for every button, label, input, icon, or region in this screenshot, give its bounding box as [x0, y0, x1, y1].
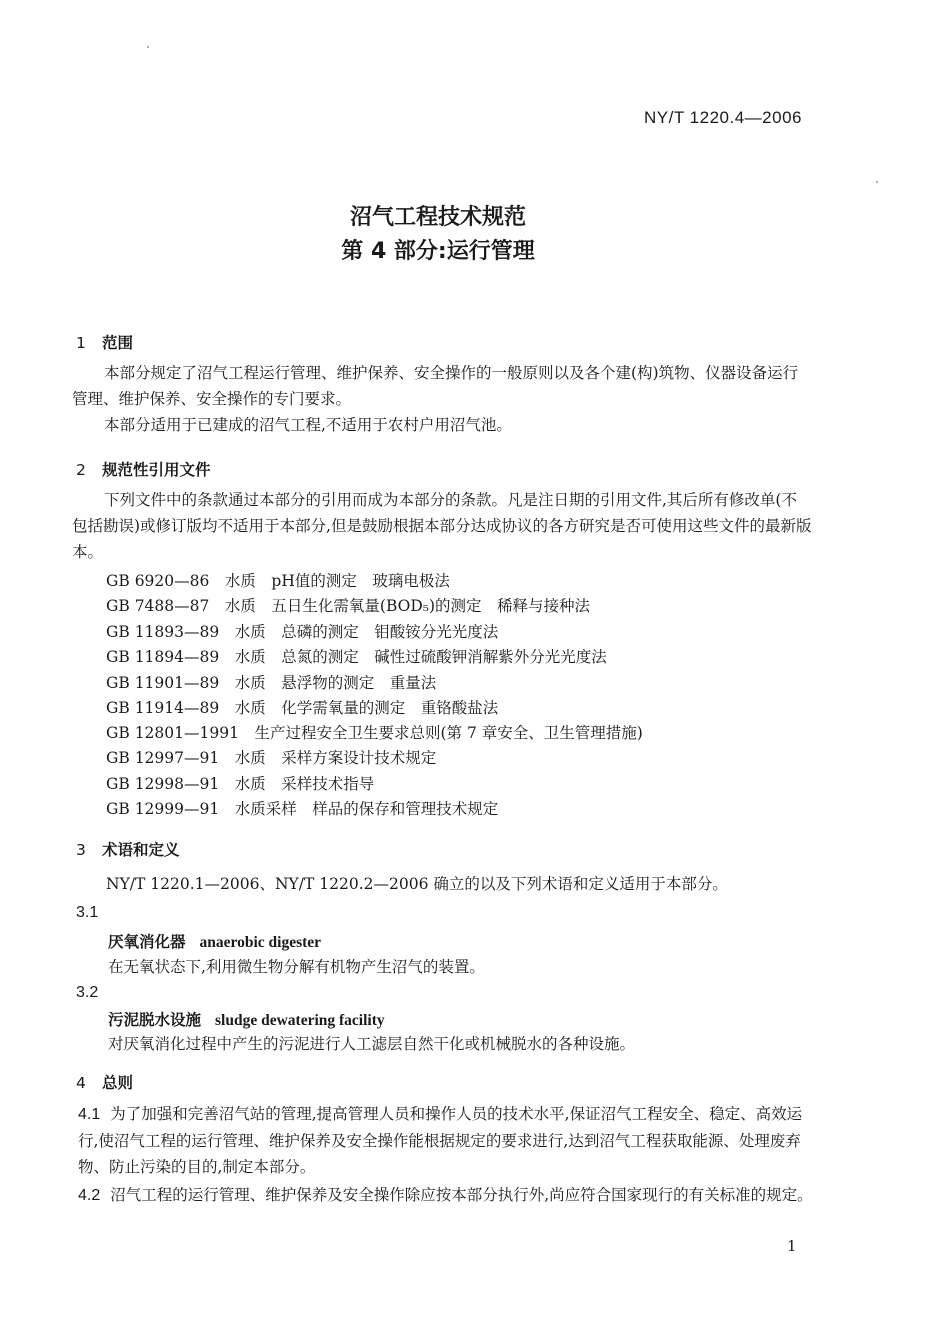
reference-title: 水质 pH值的测定 玻璃电极法	[224, 572, 450, 590]
reference-title: 水质 悬浮物的测定 重量法	[234, 674, 437, 692]
reference-title: 水质 化学需氧量的测定 重铬酸盐法	[234, 699, 499, 717]
section-number: 1	[76, 334, 86, 352]
reference-title: 水质 五日生化需氧量(BOD₅)的测定 稀释与接种法	[224, 597, 591, 615]
reference-item	[106, 797, 498, 819]
reference-item	[106, 746, 436, 768]
section-title: 总则	[102, 1074, 134, 1092]
section-number: 2	[76, 461, 86, 479]
clause-number: 4.2	[78, 1187, 101, 1204]
reference-item	[106, 696, 498, 718]
paragraph: 本部分适用于已建成的沼气工程,不适用于农村户用沼气池。	[104, 416, 512, 434]
clause-text: 为了加强和完善沼气站的管理,提高管理人员和操作人员的技术水平,保证沼气工程安全、稳定、高效运行,使沼气工程的运行管理、维护保养及安全操作能根据规定的要求进行,达到沼气工程获取能源、处理废弃物、防止污染的目的,制定本部分。	[78, 1105, 803, 1176]
reference-code: GB 12999—91	[106, 800, 220, 818]
page-number: 1	[787, 1237, 797, 1255]
reference-code: GB 7488—87	[106, 597, 210, 615]
term-zh: 污泥脱水设施	[108, 1011, 202, 1029]
reference-item	[106, 620, 498, 642]
paragraph: 下列文件中的条款通过本部分的引用而成为本部分的条款。凡是注日期的引用文件,其后所有修改单(不包括勘误)或修订版均不适用于本部分,但是鼓励根据本部分达成协议的各方研究是否可使用这些文件的最新版本。	[72, 491, 812, 561]
section-number: 3	[76, 841, 86, 859]
section-title: 范围	[102, 334, 134, 352]
document-code: NY/T 1220.4—2006	[644, 108, 802, 127]
term-heading	[108, 930, 321, 952]
term-heading	[108, 1008, 385, 1030]
document-subtitle: 第 4 部分:运行管理	[341, 239, 535, 264]
reference-title: 水质 总磷的测定 钼酸铵分光光度法	[234, 623, 499, 641]
term-definition: 对厌氧消化过程中产生的污泥进行人工滤层自然干化或机械脱水的各种设施。	[108, 1035, 636, 1053]
reference-title: 水质采样 样品的保存和管理技术规定	[234, 800, 499, 818]
reference-code: GB 11914—89	[106, 699, 220, 717]
reference-item	[106, 772, 374, 794]
reference-code: GB 12998—91	[106, 775, 220, 793]
reference-item	[106, 569, 450, 591]
section-title: 规范性引用文件	[102, 461, 211, 479]
section-heading-2	[76, 458, 211, 480]
scan-speck	[876, 181, 878, 183]
reference-item	[106, 721, 643, 743]
reference-code: GB 11894—89	[106, 648, 220, 666]
reference-title: 水质 采样方案设计技术规定	[234, 749, 437, 767]
term-number: 3.1	[76, 904, 99, 921]
reference-code: GB 6920—86	[106, 572, 210, 590]
clause-number: 4.1	[78, 1106, 101, 1123]
document-title: 沼气工程技术规范	[349, 205, 526, 230]
clause	[78, 1182, 814, 1209]
term-number: 3.2	[76, 984, 99, 1001]
reference-title: 水质 总氮的测定 碱性过硫酸钾消解紫外分光光度法	[234, 648, 607, 666]
reference-item	[106, 671, 436, 693]
paragraph: NY/T 1220.1—2006、NY/T 1220.2—2006 确立的以及下列术语和定义适用于本部分。	[106, 875, 728, 893]
reference-code: GB 12997—91	[106, 749, 220, 767]
reference-code: GB 11901—89	[106, 674, 220, 692]
paragraph: 本部分规定了沼气工程运行管理、维护保养、安全操作的一般原则以及各个建(构)筑物、仪器设备运行管理、维护保养、安全操作的专门要求。	[72, 364, 799, 408]
term-definition: 在无氧状态下,利用微生物分解有机物产生沼气的装置。	[108, 958, 485, 976]
term-en: anaerobic digester	[199, 934, 322, 951]
term-zh: 厌氧消化器	[108, 933, 186, 951]
clause-text: 沼气工程的运行管理、维护保养及安全操作除应按本部分执行外,尚应符合国家现行的有关标准的规定。	[110, 1186, 813, 1204]
reference-item	[106, 645, 607, 667]
term-en: sludge dewatering facility	[215, 1012, 385, 1029]
reference-title: 生产过程安全卫生要求总则(第 7 章安全、卫生管理措施)	[254, 724, 643, 742]
reference-code: GB 12801—1991	[106, 724, 239, 742]
reference-item	[106, 594, 590, 616]
section-title: 术语和定义	[102, 841, 180, 859]
section-heading-4	[76, 1071, 133, 1093]
scan-speck	[147, 46, 149, 48]
section-number: 4	[76, 1074, 86, 1092]
section-heading-3	[76, 838, 180, 860]
section-heading-1	[76, 331, 133, 353]
clause	[78, 1101, 814, 1180]
reference-title: 水质 采样技术指导	[234, 775, 375, 793]
reference-code: GB 11893—89	[106, 623, 220, 641]
